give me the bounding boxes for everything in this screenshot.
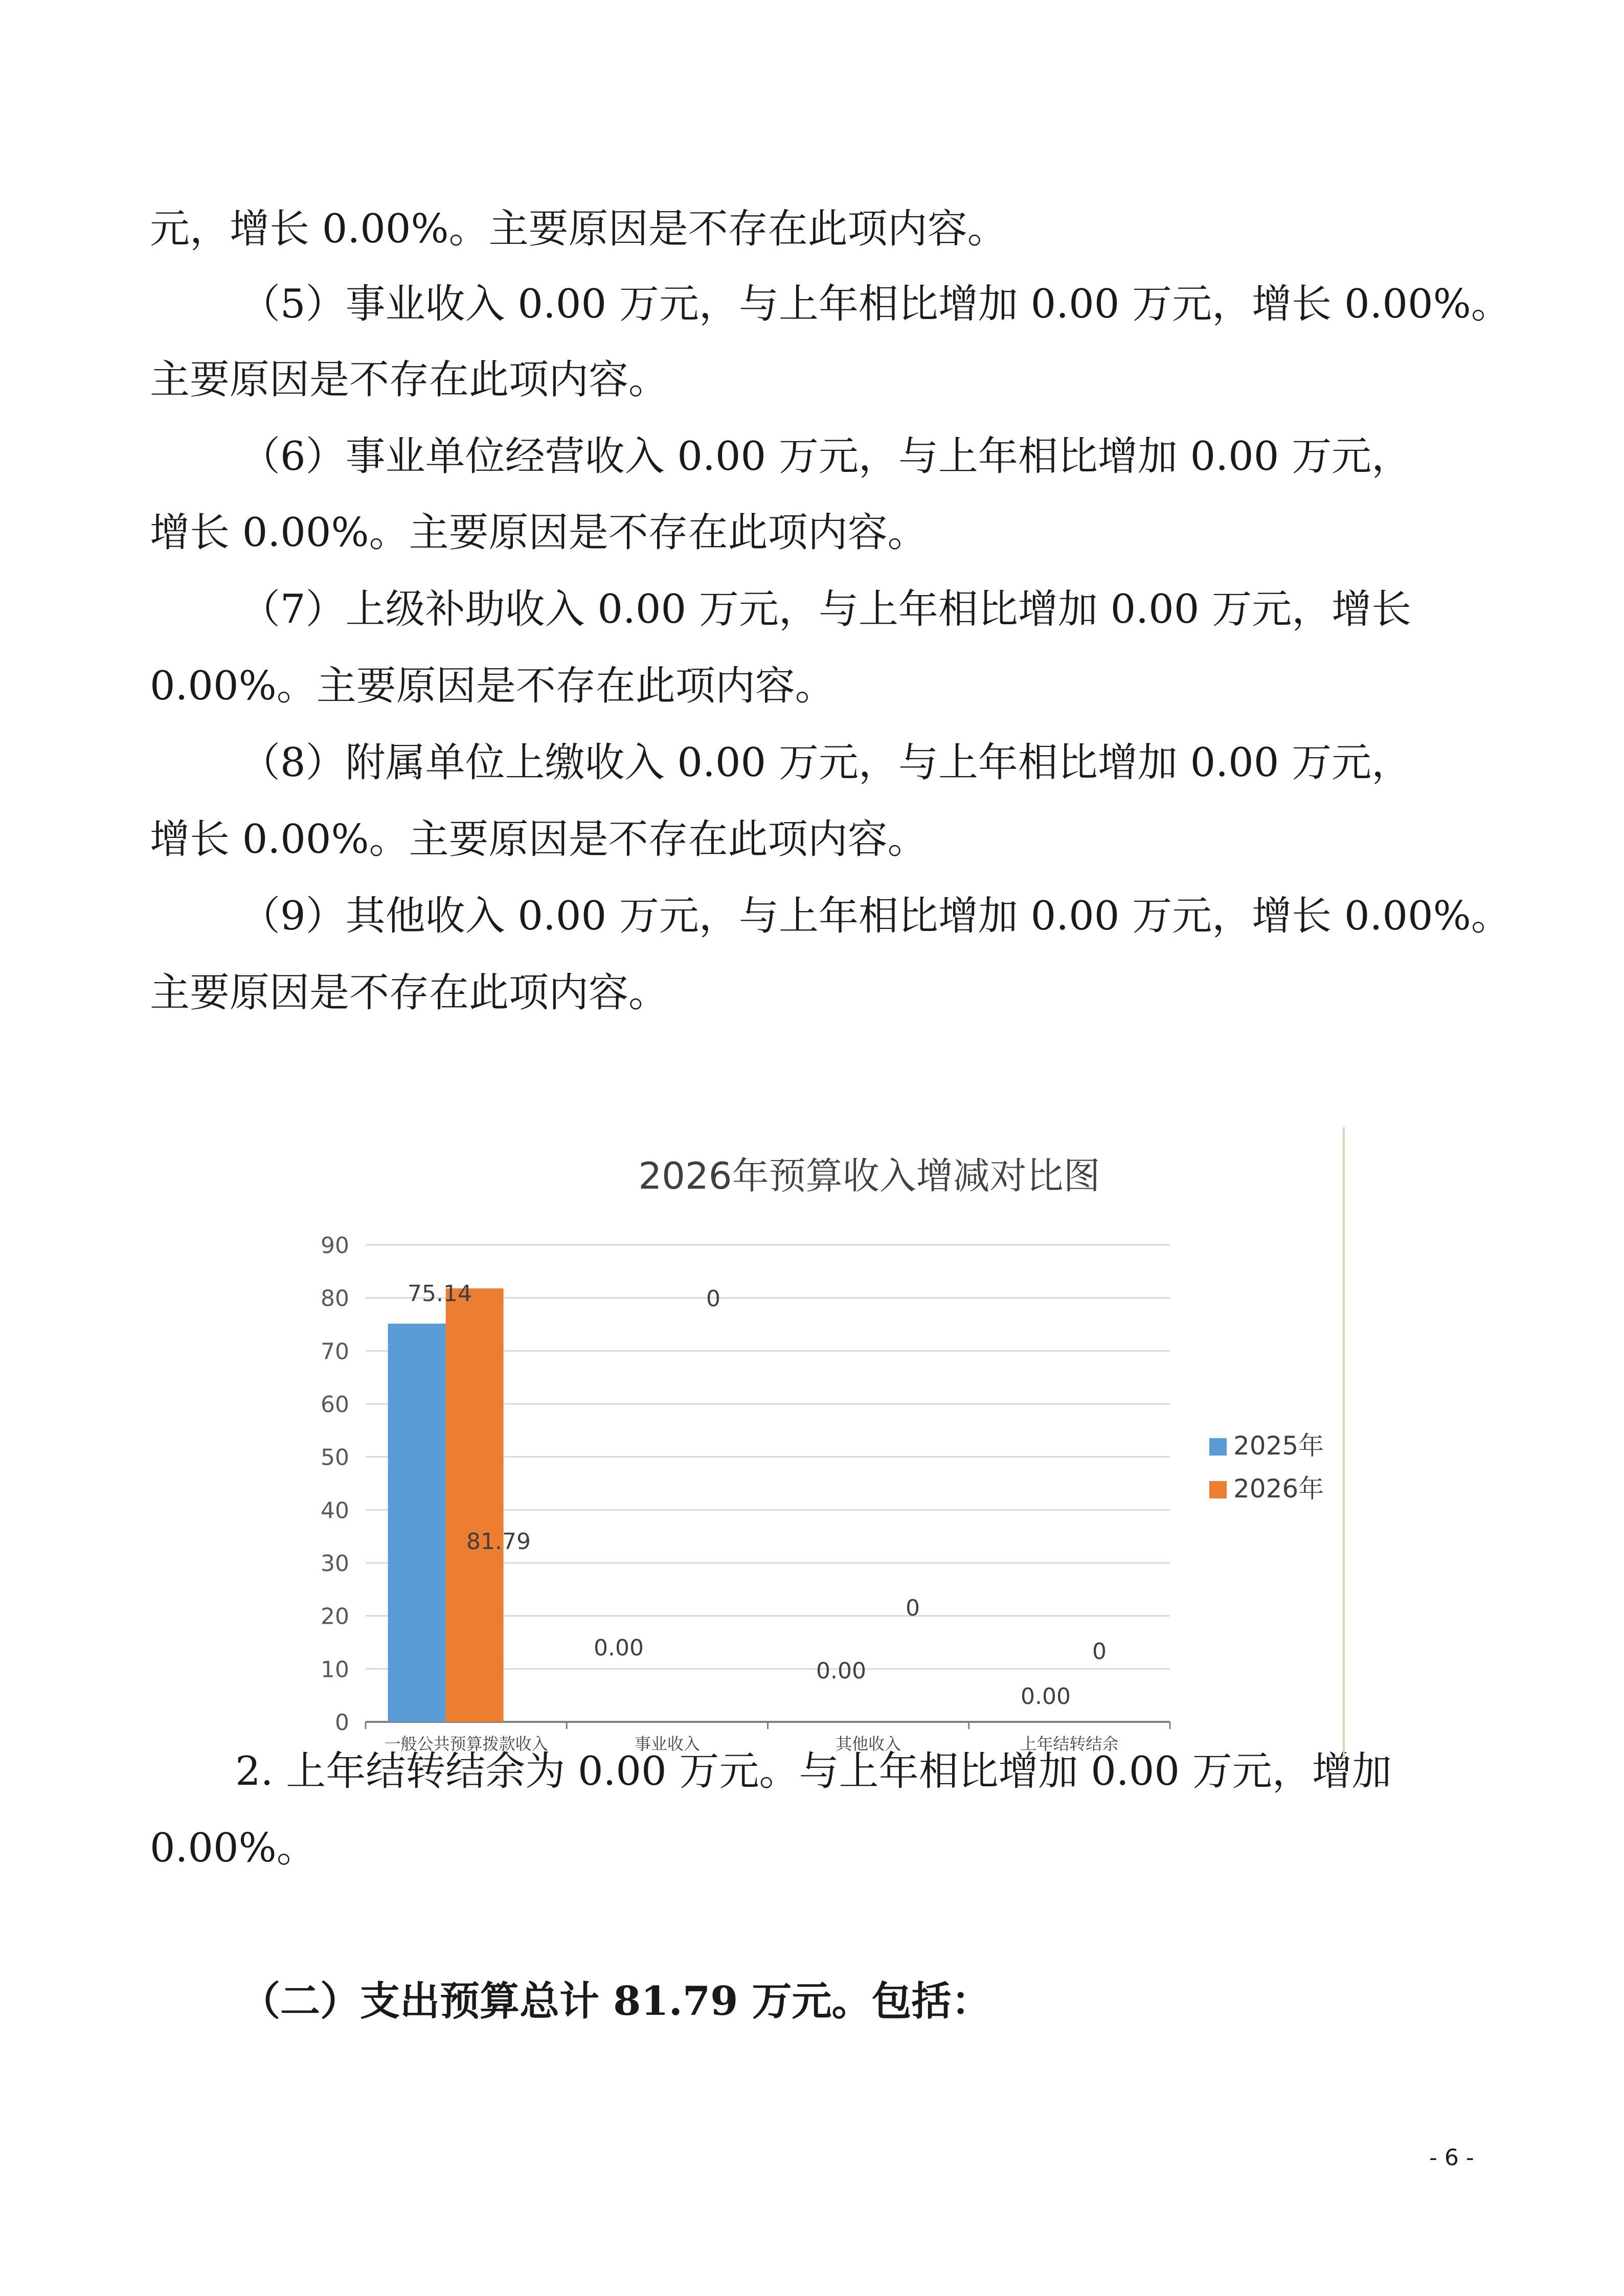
x-tick-label: 上年结转结余 <box>1020 1734 1119 1754</box>
text-line: （9）其他收入 0.00 万元，与上年相比增加 0.00 万元，增长 0.00%。 <box>240 893 1511 939</box>
y-tick-label: 10 <box>321 1656 349 1683</box>
text-line: 0.00%。主要原因是不存在此项内容。 <box>150 663 835 709</box>
text-line: （7）上级补助收入 0.00 万元，与上年相比增加 0.00 万元，增长 <box>240 586 1412 632</box>
text-line: 2. 上年结转结余为 0.00 万元。与上年相比增加 0.00 万元，增加 <box>235 1748 1392 1794</box>
x-tick-label: 其他收入 <box>836 1734 901 1754</box>
text-line: 元，增长 0.00%。主要原因是不存在此项内容。 <box>150 206 1007 252</box>
y-tick-label: 80 <box>321 1285 349 1312</box>
data-label: 0.00 <box>1021 1684 1071 1710</box>
x-tick-label: 一般公共预算拨款收入 <box>384 1734 548 1754</box>
text-line: （6）事业单位经营收入 0.00 万元，与上年相比增加 0.00 万元， <box>240 434 1412 480</box>
data-label: 0 <box>1092 1639 1107 1665</box>
text-line: 主要原因是不存在此项内容。 <box>150 970 669 1016</box>
text-line: 增长 0.00%。主要原因是不存在此项内容。 <box>150 816 928 862</box>
y-tick-label: 70 <box>321 1338 349 1365</box>
data-label: 0.00 <box>816 1658 866 1684</box>
text-line: （8）附属单位上缴收入 0.00 万元，与上年相比增加 0.00 万元， <box>240 740 1412 786</box>
data-label: 0 <box>706 1286 720 1312</box>
data-label: 81.79 <box>466 1529 531 1555</box>
data-label: 75.14 <box>408 1281 472 1307</box>
text-line: 增长 0.00%。主要原因是不存在此项内容。 <box>150 510 928 556</box>
x-tick-label: 事业收入 <box>634 1734 700 1754</box>
legend-swatch <box>1209 1481 1227 1498</box>
text-line: 0.00%。 <box>150 1825 317 1871</box>
data-label: 0 <box>906 1595 920 1621</box>
y-tick-label: 20 <box>321 1603 349 1630</box>
y-tick-label: 90 <box>321 1233 349 1259</box>
legend-swatch <box>1209 1438 1227 1456</box>
legend-entry: 2026年 <box>1233 1474 1324 1504</box>
y-tick-label: 0 <box>335 1710 349 1736</box>
y-tick-label: 50 <box>321 1444 349 1471</box>
text-line: （5）事业收入 0.00 万元，与上年相比增加 0.00 万元，增长 0.00%。 <box>240 281 1511 327</box>
y-tick-label: 30 <box>321 1551 349 1577</box>
page-number: - 6 - <box>1429 2145 1474 2171</box>
chart-title: 2026年预算收入增减对比图 <box>638 1154 1100 1197</box>
bar-2025年 <box>388 1324 446 1722</box>
data-label: 0.00 <box>594 1635 644 1661</box>
section-heading: （二）支出预算总计 81.79 万元。包括： <box>240 1978 991 2025</box>
y-tick-label: 60 <box>321 1392 349 1418</box>
text-line: 主要原因是不存在此项内容。 <box>150 357 669 403</box>
legend-entry: 2025年 <box>1233 1431 1324 1461</box>
y-tick-label: 40 <box>321 1497 349 1524</box>
bar-2026年 <box>446 1288 504 1722</box>
